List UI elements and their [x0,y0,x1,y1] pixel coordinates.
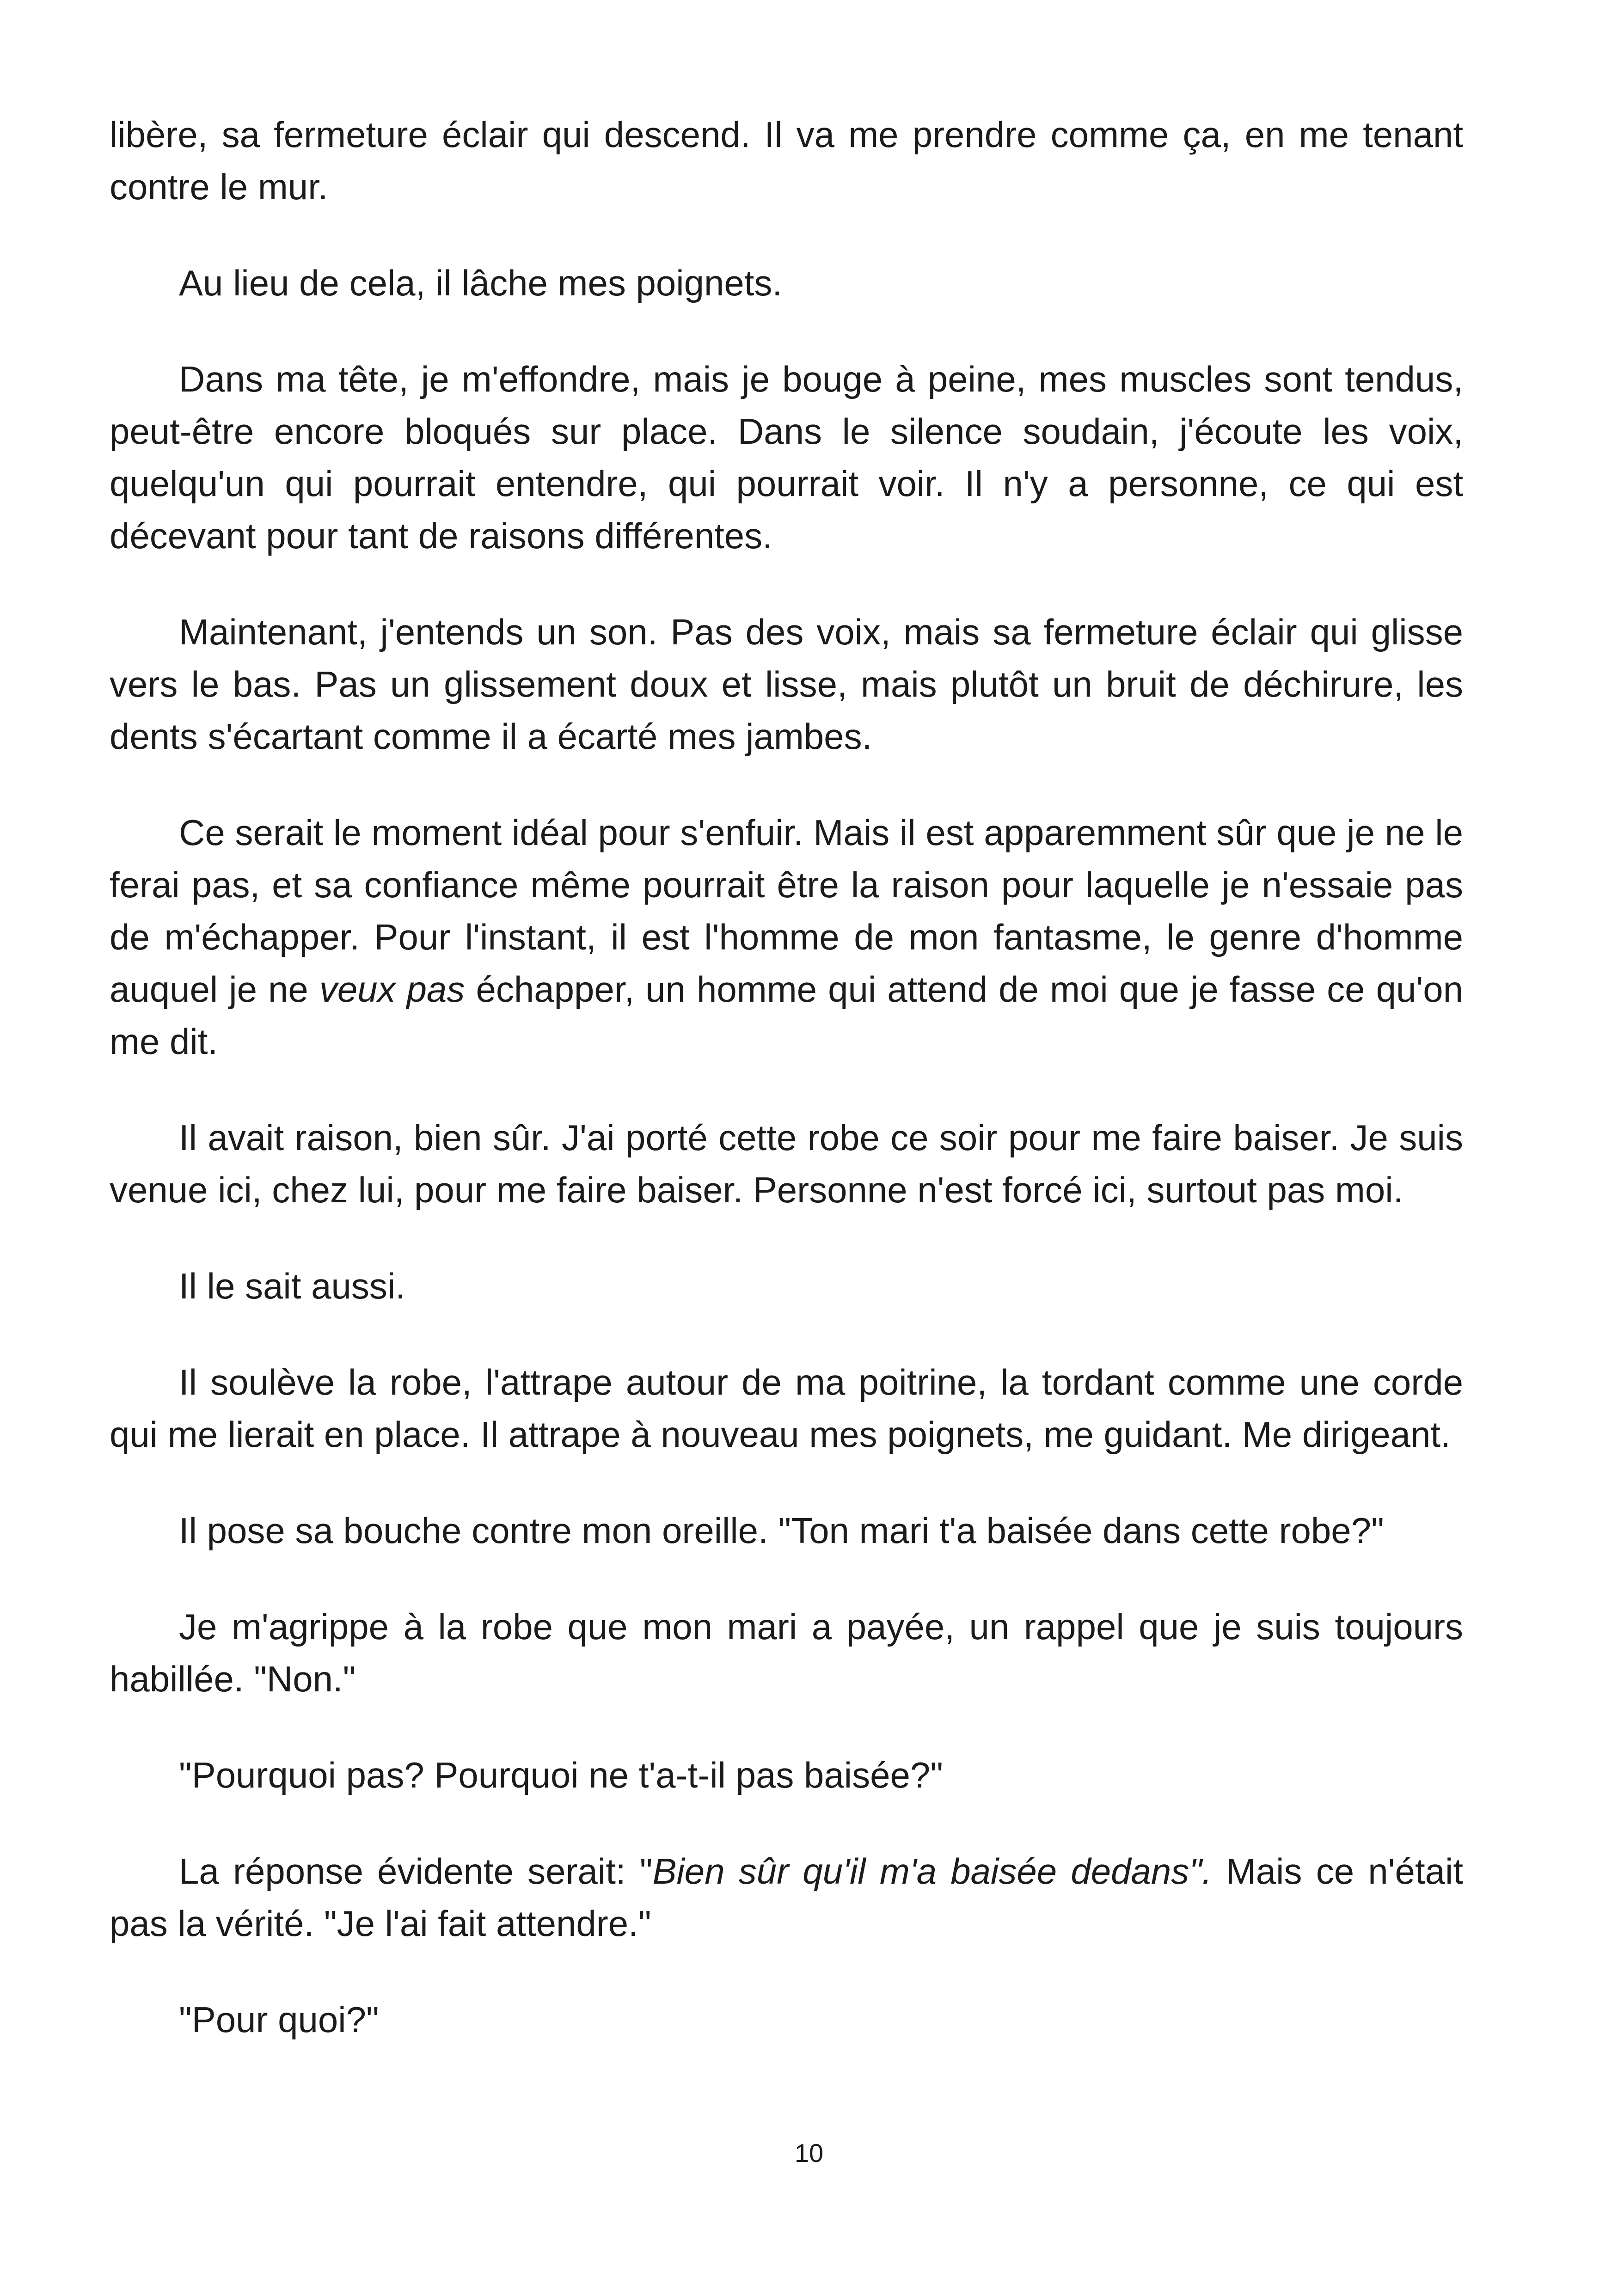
paragraph-10: Je m'agrippe à la robe que mon mari a payée, un rappel que je suis toujours habillée. "Non." [110,1606,1463,1699]
paragraph-1: libère, sa fermeture éclair qui descend. Il va me prendre comme ça, en me tenant contre le mur. [110,114,1463,207]
paragraph-5-emphasis: veux pas [319,969,465,1010]
paragraph-5 [110,807,1463,1068]
paragraph-3: Dans ma tête, je m'effondre, mais je bouge à peine, mes muscles sont tendus, peut-être encore bloqués sur place. Dans le silence soudain, j'écoute les voix, quelqu'un qui pourrait entendre, qui pourrait voir. Il n'y a personne, ce qui est décevant pour tant de raisons différentes. [110,359,1463,556]
paragraph-8: Il soulève la robe, l'attrape autour de ma poitrine, la tordant comme une corde qui me lierait en place. Il attrape à nouveau mes poignets, me guidant. Me dirigeant. [110,1362,1463,1455]
paragraph-5-text-start: Ce serait le moment idéal pour s'enfuir. Mais il est apparemment sûr que je ne le ferai pas, et sa confiance même pourrait être la raison pour laquelle je n'essaie pas de m'échapper. Pour l'instant, il est l'homme de mon fantasme, le genre d'homme auquel je ne [110,812,1463,1010]
paragraph-12-text-end: Mais ce n'était pas la vérité. "Je l'ai fait attendre." [110,1851,1463,1944]
body-text [110,109,1463,2090]
paragraph-2: Au lieu de cela, il lâche mes poignets. [179,263,783,303]
paragraph-11: "Pourquoi pas? Pourquoi ne t'a-t-il pas baisée?" [179,1755,943,1795]
page-number: 10 [794,2138,824,2167]
paragraph-12 [110,1845,1463,1950]
paragraph-9: Il pose sa bouche contre mon oreille. "Ton mari t'a baisée dans cette robe?" [179,1510,1384,1551]
paragraph-12-emphasis: Bien sûr qu'il m'a baisée dedans". [652,1851,1212,1892]
paragraph-4: Maintenant, j'entends un son. Pas des voix, mais sa fermeture éclair qui glisse vers le bas. Pas un glissement doux et lisse, mais plutôt un bruit de déchirure, les dents s'écartant comme il a écarté mes jambes. [110,612,1463,757]
paragraph-7: Il le sait aussi. [179,1266,405,1306]
paragraph-6: Il avait raison, bien sûr. J'ai porté cette robe ce soir pour me faire baiser. Je suis venue ici, chez lui, pour me faire baiser. Personne n'est forcé ici, surtout pas moi. [110,1117,1463,1210]
paragraph-5-text-end: échapper, un homme qui attend de moi que je fasse ce qu'on me dit. [110,969,1463,1062]
paragraph-13: "Pour quoi?" [179,1999,379,2040]
paragraph-12-text-start: La réponse évidente serait: " [179,1851,653,1892]
